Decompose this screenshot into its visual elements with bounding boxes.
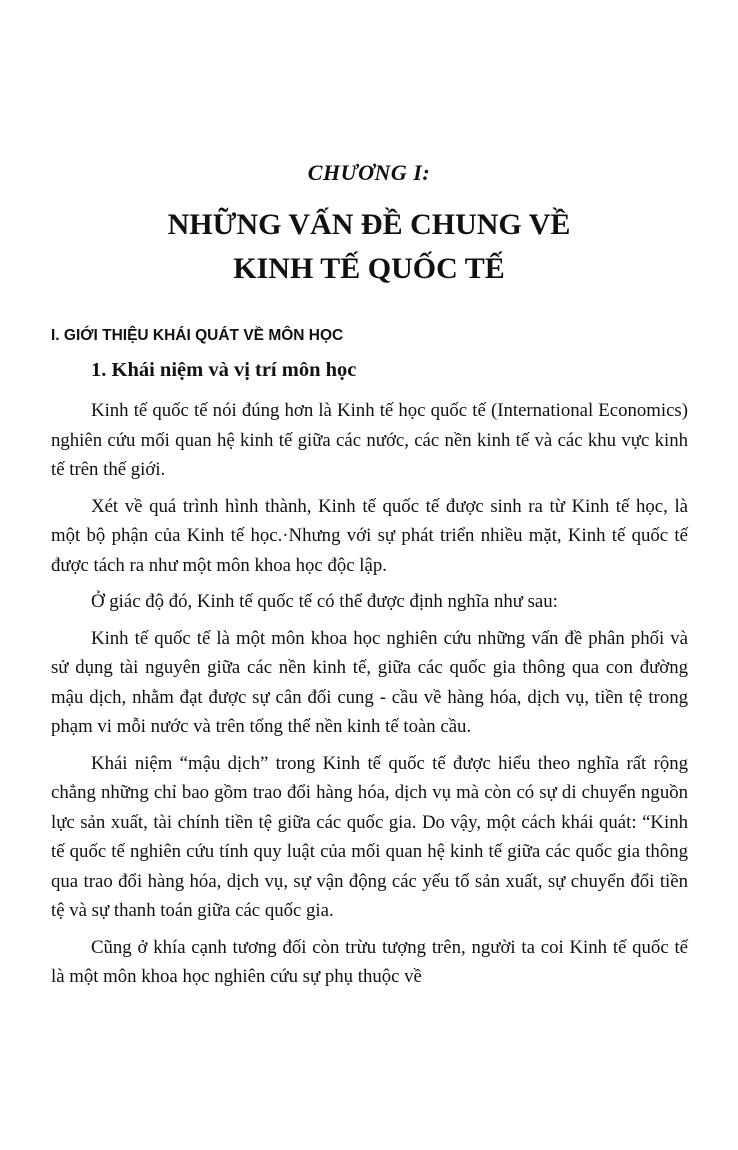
chapter-label: CHƯƠNG I: bbox=[307, 160, 431, 185]
section-heading: I. GIỚI THIỆU KHÁI QUÁT VỀ MÔN HỌC bbox=[51, 327, 344, 344]
paragraph: Xét về quá trình hình thành, Kinh tế quốc tế được sinh ra từ Kinh tế học, là một bộ phận của Kinh tế học.·Nhưng với sự phát triển nhiều mặt, Kinh tế quốc tế được tách ra như một môn khoa học độc lập. bbox=[51, 495, 688, 576]
body-text bbox=[51, 396, 688, 999]
chapter-title-line-1: NHỮNG VẤN ĐỀ CHUNG VỀ bbox=[167, 208, 571, 241]
chapter-title-line-2: KINH TẾ QUỐC TẾ bbox=[233, 252, 505, 285]
paragraph: Kinh tế quốc tế là một môn khoa học nghiên cứu những vấn đề phân phối và sử dụng tài nguyên giữa các nền kinh tế, giữa các quốc gia thông qua con đường mậu dịch, nhằm đạt được sự cân đối cung - cầu về hàng hóa, dịch vụ, tiền tệ trong phạm vi mỗi nước và trên tổng thể nền kinh tế toàn cầu. bbox=[51, 627, 688, 737]
paragraph: Ở giác độ đó, Kinh tế quốc tế có thể được định nghĩa như sau: bbox=[91, 591, 558, 612]
paragraph: Cũng ở khía cạnh tương đối còn trừu tượng trên, người ta coi Kinh tế quốc tế là một môn khoa học nghiên cứu sự phụ thuộc về bbox=[51, 936, 688, 987]
paragraph: Khái niệm “mậu dịch” trong Kinh tế quốc tế được hiểu theo nghĩa rất rộng chẳng những chỉ bao gồm trao đổi hàng hóa, dịch vụ mà còn có sự di chuyển nguồn lực sản xuất, tài chính tiền tệ giữa các quốc gia. Do vậy, một cách khái quát: “Kinh tế quốc tế nghiên cứu tính quy luật của mối quan hệ kinh tế giữa các quốc gia thông qua trao đổi hàng hóa, dịch vụ, sự vận động các yếu tố sản xuất, sự chuyển đổi tiền tệ và sự thanh toán giữa các quốc gia. bbox=[51, 752, 688, 921]
sub-heading: 1. Khái niệm và vị trí môn học bbox=[91, 359, 357, 381]
chapter-title bbox=[0, 203, 738, 291]
paragraph: Kinh tế quốc tế nói đúng hơn là Kinh tế học quốc tế (International Economics) nghiên cứu mối quan hệ kinh tế giữa các nước, các nền kinh tế và các khu vực kinh tế trên thế giới. bbox=[51, 400, 688, 480]
